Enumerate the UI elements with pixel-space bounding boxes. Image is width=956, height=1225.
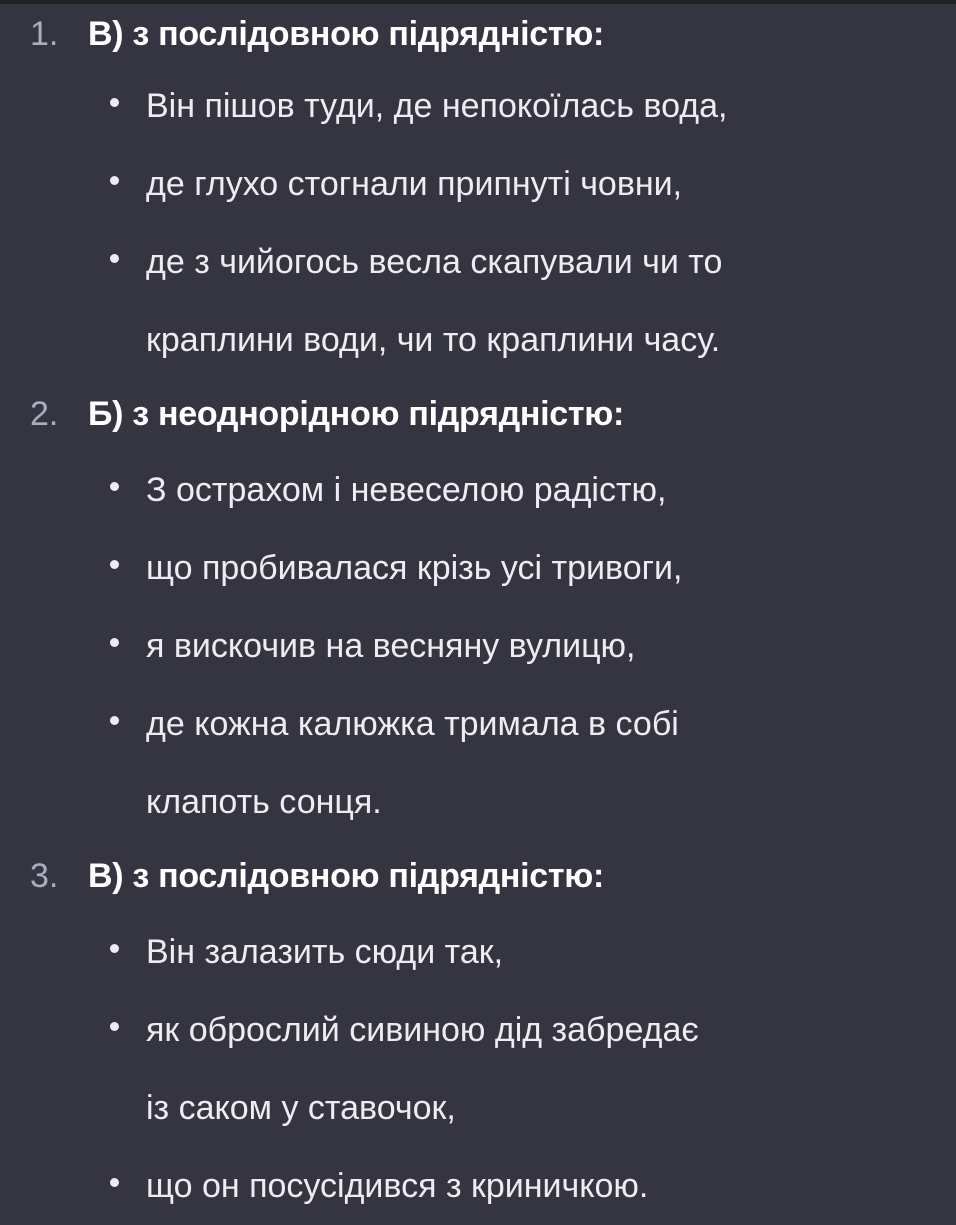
list-item-title: В) з послідовною підрядністю: <box>88 856 605 895</box>
list-item-title: Б) з неоднорідною підрядністю: <box>88 394 624 433</box>
bullet-dot-icon <box>110 560 119 569</box>
bullet-dot-icon <box>110 716 119 725</box>
bullet-text: де з чийогось весла скапували чи то <box>146 242 723 281</box>
bullet-dot-icon <box>110 254 119 263</box>
list-number: 2. <box>30 394 59 433</box>
bullet-text: краплини води, чи то краплини часу. <box>146 320 721 359</box>
list-item-title: В) з послідовною підрядністю: <box>88 14 605 53</box>
bullet-text: що пробивалася крізь усі тривоги, <box>146 548 683 587</box>
bullet-text: де глухо стогнали припнуті човни, <box>146 164 683 203</box>
bullet-text: З острахом і невеселою радістю, <box>146 470 667 509</box>
bullet-text: із саком у ставочок, <box>146 1088 456 1127</box>
bullet-dot-icon <box>110 944 119 953</box>
bullet-text: де кожна калюжка тримала в собі <box>146 704 679 743</box>
top-edge <box>0 0 956 4</box>
bullet-dot-icon <box>110 1022 119 1031</box>
bullet-text: клапоть сонця. <box>146 782 382 821</box>
bullet-text: що он посусідився з криничкою. <box>146 1166 649 1205</box>
bullet-dot-icon <box>110 176 119 185</box>
list-number: 3. <box>30 856 59 895</box>
bullet-text: я вискочив на весняну вулицю, <box>146 626 636 665</box>
list-number: 1. <box>30 14 59 53</box>
bullet-dot-icon <box>110 638 119 647</box>
bullet-text: Він залазить сюди так, <box>146 932 504 971</box>
bullet-text: як оброслий сивиною дід забредає <box>146 1010 699 1049</box>
bullet-dot-icon <box>110 1178 119 1187</box>
bullet-dot-icon <box>110 98 119 107</box>
bullet-dot-icon <box>110 482 119 491</box>
bullet-text: Він пішов туди, де непокоїлась вода, <box>146 86 728 125</box>
